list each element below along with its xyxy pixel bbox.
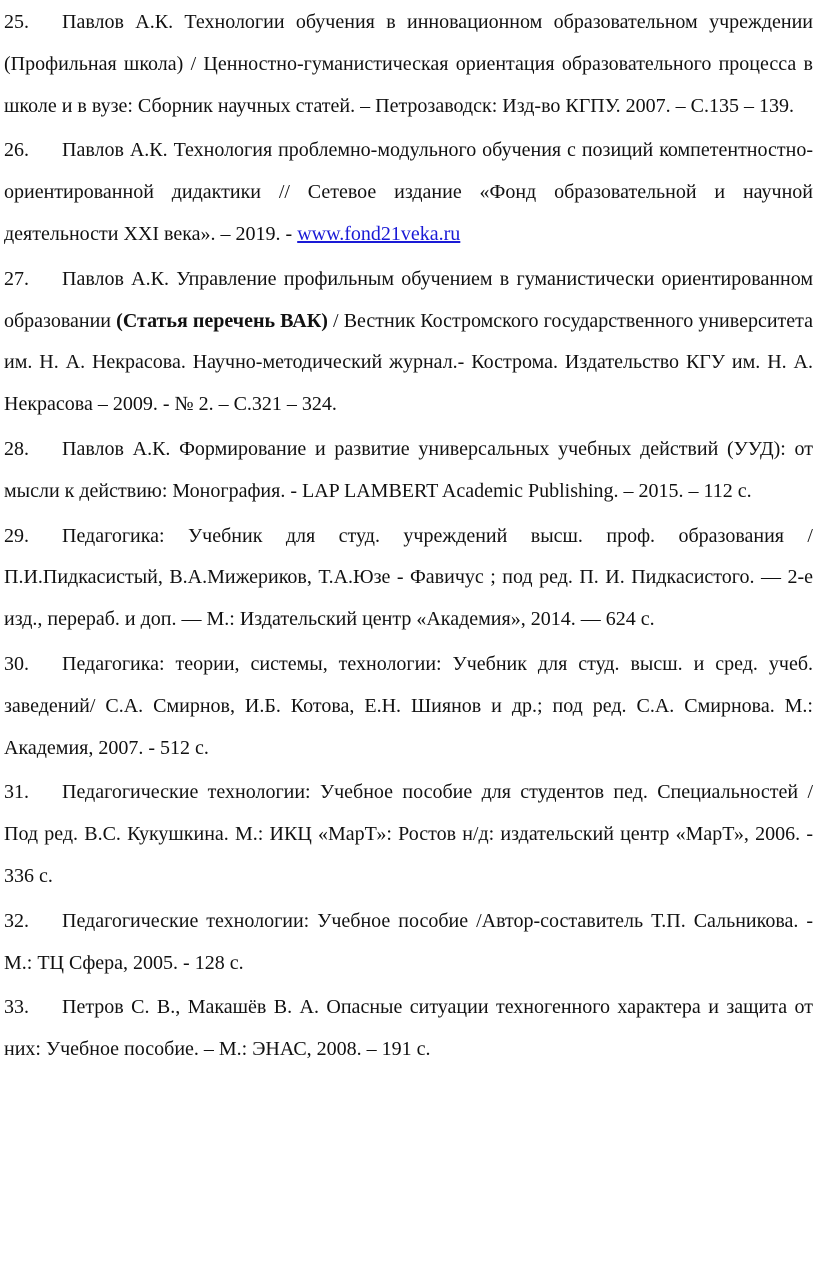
reference-number: 33. [4, 996, 29, 1019]
reference-number: 32. [4, 909, 29, 932]
reference-text: Педагогические технологии: Учебное пособие для студентов пед. Специальностей / Под ред. В.С. Кукушкина. М.: ИКЦ «МарТ»: Ростов н/д: издательский центр «МарТ», 2006. - 336 с. [4, 781, 813, 887]
reference-bold-note: (Статья перечень ВАК) [116, 309, 328, 332]
reference-item-31 [4, 772, 813, 897]
reference-item-25 [4, 2, 813, 127]
reference-text: Педагогика: теории, системы, технологии: Учебник для студ. высш. и сред. учеб. заведений/ С.А. Смирнов, И.Б. Котова, Е.Н. Шиянов и др.; под ред. С.А. Смирнова. М.: Академия, 2007. - 512 с. [4, 652, 813, 759]
reference-number: 25. [4, 11, 29, 33]
reference-item-29 [4, 516, 813, 641]
reference-item-30 [4, 644, 813, 769]
reference-number: 30. [4, 652, 29, 675]
reference-item-32 [4, 901, 813, 985]
reference-text: Павлов А.К. Технология проблемно-модульного обучения с позиций компетентностно-ориентированной дидактики // Сетевое издание «Фонд образовательной и научной деятельности XXI века». – 2019. - [4, 139, 813, 245]
reference-text: Павлов А.К. Технологии обучения в инновационном образовательном учреждении (Профильная школа) / Ценностно-гуманистическая ориентация образовательного процесса в школе и в вузе: Сборник научных статей. – Петрозаводск: Изд-во КГПУ. 2007. – С.135 – 139. [4, 11, 813, 117]
reference-number: 29. [4, 524, 29, 547]
reference-number: 28. [4, 437, 29, 460]
reference-text: Педагогические технологии: Учебное пособие /Автор-составитель Т.П. Сальникова. - М.: ТЦ Сфера, 2005. - 128 с. [4, 909, 813, 974]
reference-text: Павлов А.К. Формирование и развитие универсальных учебных действий (УУД): от мысли к действию: Монография. - LAP LAMBERT Academic Publishing. – 2015. – 112 с. [4, 437, 813, 502]
reference-item-28 [4, 429, 813, 513]
reference-text: Павлов А.К. Управление профильным обучением в гуманистически ориентированном образовании [4, 267, 813, 332]
reference-number: 31. [4, 781, 29, 804]
reference-number: 27. [4, 267, 29, 290]
reference-text: Петров С. В., Макашёв В. А. Опасные ситуации техногенного характера и защита от них: Учебное пособие. – М.: ЭНАС, 2008. – 191 с. [4, 996, 813, 1061]
reference-number: 26. [4, 139, 29, 162]
reference-text-continued: / Вестник Костромского государственного университета им. Н. А. Некрасова. Научно-методический журнал.- Кострома. Издательство КГУ им. Н. А. Некрасова – 2009. - № 2. – С.321 – 324. [4, 309, 814, 416]
reference-item-33 [4, 987, 813, 1071]
reference-text: Педагогика: Учебник для студ. учреждений высш. проф. образования / П.И.Пидкасистый, В.А.Мижериков, Т.А.Юзе - Фавичус ; под ред. П. И. Пидкасистого. — 2-е изд., перераб. и доп. — М.: Издательский центр «Академия», 2014. — 624 с. [4, 524, 813, 631]
reference-link[interactable]: www.fond21veka.ru [297, 222, 461, 245]
reference-item-26 [4, 130, 813, 255]
reference-item-27 [4, 259, 813, 426]
